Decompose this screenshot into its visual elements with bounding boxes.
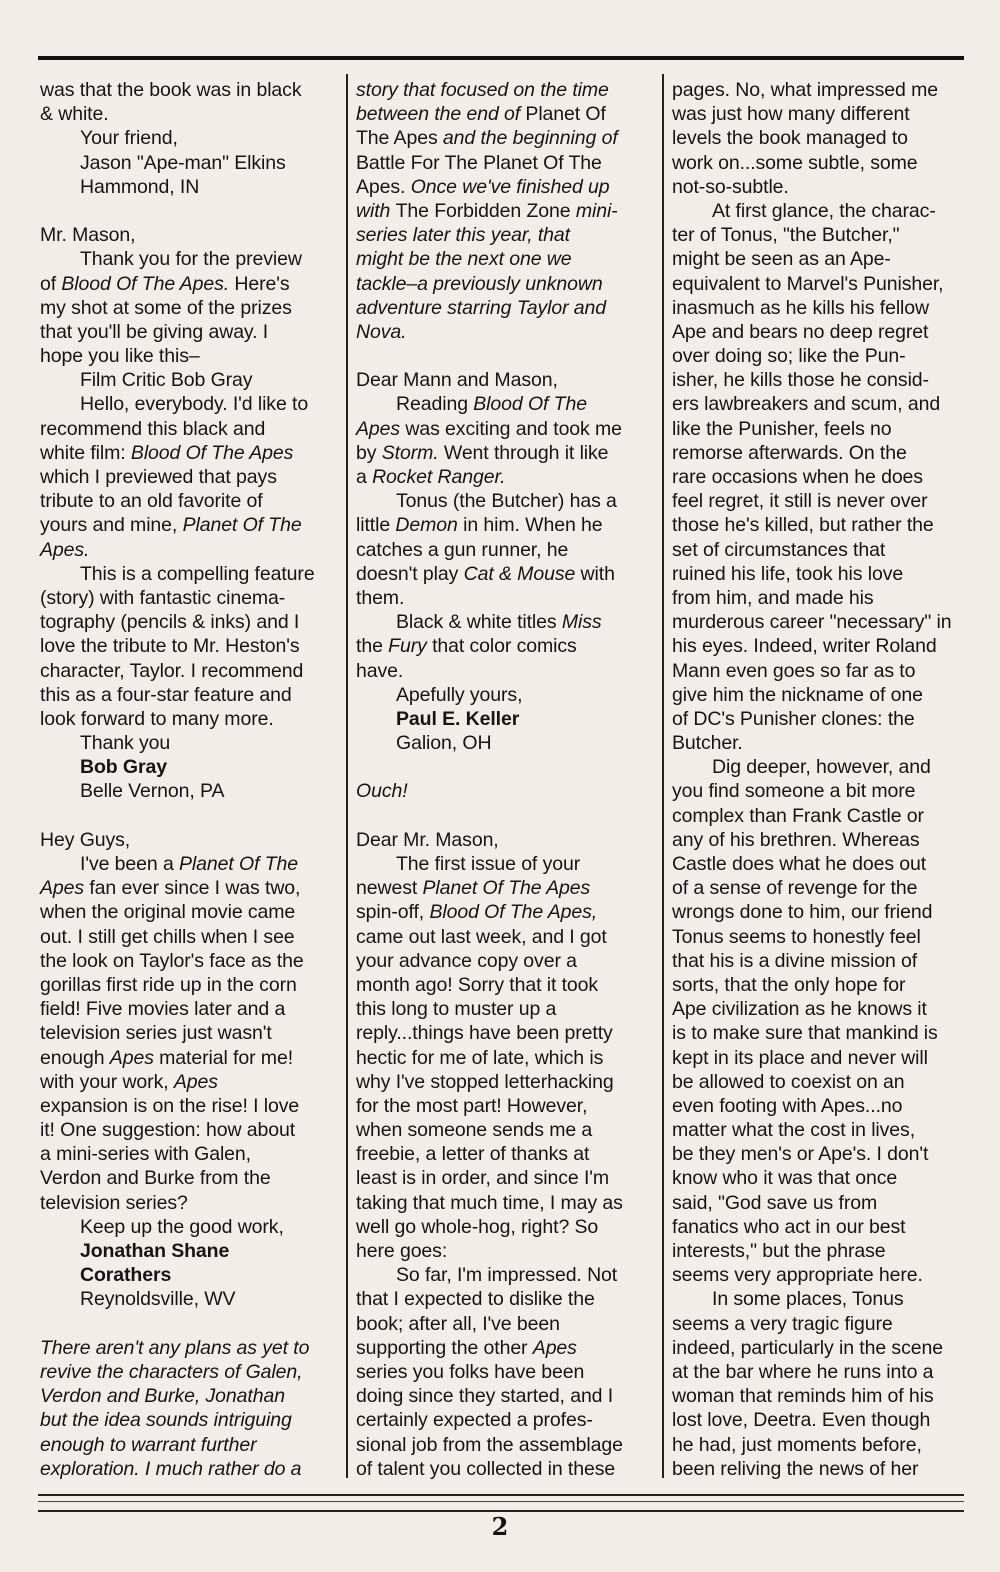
text-line: when someone sends me a	[356, 1119, 593, 1142]
text-span: Miss	[561, 611, 602, 634]
text-line: There aren't any plans as yet to	[40, 1336, 310, 1359]
text-line: reply...things have been pretty	[356, 1022, 613, 1045]
text-line: when the original movie came	[40, 901, 296, 924]
text-line: Paul E. Keller	[396, 707, 520, 730]
text-span: spin-off,	[356, 901, 430, 924]
text-line: kept in its place and never will	[672, 1046, 928, 1069]
text-span: Planet Of The Apes	[422, 877, 591, 900]
text-line: any of his brethren. Whereas	[672, 828, 920, 851]
text-line: Dear Mr. Mason,	[356, 828, 499, 851]
text-span: mini-	[570, 199, 618, 222]
text-line: Butcher.	[672, 732, 743, 755]
text-line: isher, he kills those he consid-	[672, 369, 929, 392]
text-line: tribute to an old favorite of	[40, 490, 263, 513]
text-line: & white.	[40, 103, 109, 126]
text-line	[40, 1046, 340, 1070]
text-line: out. I still get chills when I see	[40, 925, 295, 948]
text-line: well go whole-hog, right? So	[356, 1215, 599, 1238]
text-line: interests," but the phrase	[672, 1240, 886, 1262]
text-line: ers lawbreakers and scum, and	[672, 393, 941, 416]
text-line: seems a very tragic figure	[672, 1312, 893, 1335]
text-line: hope you like this–	[40, 345, 200, 368]
text-line: might be seen as an Ape-	[672, 248, 891, 271]
text-line	[356, 634, 656, 658]
text-line: gorillas first ride up in the corn	[40, 973, 297, 996]
text-line	[40, 852, 340, 876]
text-line: a mini-series with Galen,	[40, 1143, 251, 1166]
text-line	[40, 538, 340, 562]
text-line	[40, 804, 340, 828]
text-span: Apes	[532, 1336, 577, 1359]
text-line: know who it was that once	[672, 1167, 898, 1190]
text-span: Planet Of The	[179, 853, 299, 875]
text-line: be they men's or Ape's. I don't	[672, 1143, 929, 1166]
text-line: work on...some subtle, some	[672, 151, 918, 174]
text-span: little	[356, 514, 396, 537]
text-line	[40, 876, 340, 900]
text-line	[40, 1070, 340, 1094]
text-line: ruined his life, took his love	[672, 562, 904, 585]
text-span: with	[356, 199, 396, 222]
text-line: for the most part! However,	[356, 1094, 588, 1117]
top-rule	[38, 56, 964, 60]
text-line	[356, 102, 656, 126]
text-span: Apes	[356, 417, 401, 440]
text-line: Hammond, IN	[80, 175, 200, 198]
text-line	[40, 441, 340, 465]
text-line: series you folks have been	[356, 1360, 585, 1383]
text-line: came out last week, and I got	[356, 925, 607, 948]
text-line: matter what the cost in lives,	[672, 1119, 916, 1142]
text-line: Tonus seems to honestly feel	[672, 925, 921, 948]
text-span: with your work,	[40, 1070, 174, 1093]
text-line: have.	[356, 659, 404, 682]
text-line: you find someone a bit more	[672, 780, 916, 803]
text-line: sional job from the assemblage	[356, 1433, 623, 1456]
text-line: Ouch!	[356, 780, 408, 803]
text-span: that color comics	[426, 635, 577, 658]
text-line	[356, 900, 656, 924]
text-line: Your friend,	[80, 127, 178, 150]
text-line: Castle does what he does out	[672, 853, 927, 875]
text-line: Ape civilization as he knows it	[672, 998, 927, 1021]
text-line: Galion, OH	[396, 732, 492, 755]
text-line: certainly expected a profes-	[356, 1409, 593, 1432]
text-line	[356, 344, 656, 368]
text-line	[356, 417, 656, 441]
text-line	[356, 1336, 656, 1360]
text-line: remorse afterwards. On the	[672, 441, 907, 464]
text-line: revive the characters of Galen,	[40, 1360, 303, 1383]
text-line: levels the book managed to	[672, 127, 908, 150]
text-span: The Forbidden Zone	[395, 199, 571, 222]
text-span: and the beginning of	[437, 127, 618, 150]
text-line: here goes:	[356, 1240, 448, 1262]
text-line: lost love, Deetra. Even though	[672, 1409, 931, 1432]
text-line: catches a gun runner, he	[356, 538, 569, 561]
text-line: of talent you collected in these	[356, 1457, 616, 1480]
text-span: I've been a	[80, 853, 180, 875]
text-line	[40, 1312, 340, 1336]
text-span: Cat & Mouse	[463, 562, 576, 585]
bottom-rules	[38, 1494, 964, 1512]
text-line	[356, 562, 656, 586]
text-line	[356, 441, 656, 465]
text-line: The first issue of your	[396, 853, 581, 875]
text-line: them.	[356, 586, 405, 609]
text-span: Blood Of The Apes	[130, 441, 294, 464]
text-line	[356, 610, 656, 634]
text-line: the look on Taylor's face as the	[40, 949, 304, 972]
text-line: at the bar where he runs into a	[672, 1360, 934, 1383]
text-span: Once we've finished up	[410, 175, 610, 198]
text-line: even footing with Apes...no	[672, 1094, 903, 1117]
text-span: Apes.	[356, 175, 411, 198]
text-line: television series?	[40, 1191, 188, 1214]
text-line: Dig deeper, however, and	[712, 756, 931, 779]
text-span: Black & white titles	[396, 611, 562, 634]
text-line: that I expected to dislike the	[356, 1288, 595, 1311]
text-line	[356, 876, 656, 900]
text-line: least is in order, and since I'm	[356, 1167, 610, 1190]
text-line: fanatics who act in our best	[672, 1215, 906, 1238]
text-line: Thank you for the preview	[80, 248, 302, 271]
text-span: Blood Of The Apes,	[429, 901, 598, 924]
text-line: inasmuch as he kills his fellow	[672, 296, 930, 319]
text-line: doing since they started, and I	[356, 1385, 614, 1408]
column-left	[40, 78, 340, 1481]
text-line: Verdon and Burke from the	[40, 1167, 271, 1190]
text-line: freebie, a letter of thanks at	[356, 1143, 590, 1166]
text-span: Demon	[395, 514, 458, 537]
text-line: murderous career "necessary" in	[672, 611, 952, 634]
text-line: it! One suggestion: how about	[40, 1119, 296, 1142]
text-span: Apes	[173, 1070, 218, 1093]
text-line: be allowed to coexist on an	[672, 1070, 905, 1093]
text-line: pages. No, what impressed me	[672, 79, 938, 101]
text-line: sorts, that the only hope for	[672, 973, 906, 996]
text-line: Bob Gray	[80, 756, 167, 779]
text-span: Reading	[396, 393, 474, 416]
text-span: with	[575, 562, 615, 585]
text-line: enough to warrant further	[40, 1433, 257, 1456]
page-number: 2	[491, 1512, 509, 1541]
text-span: Storm.	[381, 441, 439, 464]
text-line: seems very appropriate here.	[672, 1264, 923, 1287]
text-line: this as a four-star feature and	[40, 683, 292, 706]
text-line	[40, 272, 340, 296]
text-line: Film Critic Bob Gray	[80, 369, 253, 392]
text-line: book; after all, I've been	[356, 1312, 560, 1335]
text-span: Rocket Ranger.	[372, 466, 506, 488]
text-span: Planet Of	[525, 103, 606, 126]
text-line: over doing so; like the Pun-	[672, 345, 906, 368]
text-line: he had, just moments before,	[672, 1433, 922, 1456]
text-line: love the tribute to Mr. Heston's	[40, 635, 300, 658]
text-line: character, Taylor. I recommend	[40, 659, 304, 682]
text-line: complex than Frank Castle or	[672, 804, 924, 827]
text-line: taking that much time, I may as	[356, 1191, 623, 1214]
text-line: wrongs done to him, our friend	[672, 901, 933, 924]
text-line: Hello, everybody. I'd like to	[80, 393, 309, 416]
text-line: Belle Vernon, PA	[80, 780, 225, 803]
text-line: been reliving the news of her	[672, 1457, 919, 1480]
column-right	[672, 78, 972, 1481]
text-line: Corathers	[80, 1264, 172, 1287]
text-line: Thank you	[80, 732, 171, 755]
text-line: look forward to many more.	[40, 707, 274, 730]
text-line: Ape and bears no deep regret	[672, 320, 929, 343]
text-span: yours and mine,	[40, 514, 183, 537]
column-divider-left	[346, 74, 348, 1478]
text-line: television series just wasn't	[40, 1022, 272, 1045]
text-line: recommend this black and	[40, 417, 266, 440]
text-line	[356, 465, 656, 489]
text-line: which I previewed that pays	[40, 466, 277, 488]
text-line: Mann even goes so far as to	[672, 659, 916, 682]
text-line: exploration. I much rather do a	[40, 1457, 302, 1480]
text-line: Verdon and Burke, Jonathan	[40, 1385, 285, 1408]
text-line	[356, 199, 656, 223]
text-line: Dear Mann and Mason,	[356, 369, 558, 392]
text-span: The Apes	[356, 127, 438, 150]
text-span: newest	[356, 877, 423, 900]
text-line: story that focused on the time	[356, 79, 609, 101]
text-span: fan ever since I was two,	[84, 877, 301, 900]
text-line: Jonathan Shane	[80, 1240, 230, 1262]
text-line: of a sense of revenge for the	[672, 877, 918, 900]
text-line: hectic for me of late, which is	[356, 1046, 604, 1069]
column-middle	[356, 78, 656, 1481]
text-line: this long to muster up a	[356, 998, 557, 1021]
text-line: expansion is on the rise! I love	[40, 1094, 300, 1117]
text-span: by	[356, 441, 382, 464]
text-span: Planet Of The	[182, 514, 302, 537]
text-line: Reynoldsville, WV	[80, 1288, 236, 1311]
text-line: In some places, Tonus	[712, 1288, 904, 1311]
text-span: Fury	[388, 635, 427, 658]
text-line: is to make sure that mankind is	[672, 1022, 938, 1045]
text-line: rare occasions when he does	[672, 466, 923, 488]
text-span: Went through it like	[438, 441, 609, 464]
text-line	[356, 126, 656, 150]
text-line: At first glance, the charac-	[712, 199, 936, 222]
text-line	[356, 804, 656, 828]
text-line: like the Punisher, feels no	[672, 417, 892, 440]
text-span: material for me!	[153, 1046, 294, 1069]
text-span: supporting the other	[356, 1336, 533, 1359]
text-span: between the end of	[356, 103, 526, 126]
text-span: white film:	[40, 441, 131, 464]
text-line: indeed, particularly in the scene	[672, 1336, 943, 1359]
text-span: the	[356, 635, 389, 658]
text-line: give him the nickname of one	[672, 683, 923, 706]
text-span: was exciting and took me	[400, 417, 622, 440]
text-line: Keep up the good work,	[80, 1215, 284, 1238]
text-line: tography (pencils & inks) and I	[40, 611, 300, 634]
text-line: why I've stopped letterhacking	[356, 1070, 614, 1093]
text-span: Here's	[229, 272, 290, 295]
text-line: field! Five movies later and a	[40, 998, 286, 1021]
text-span: Apes	[40, 877, 85, 900]
text-line: Tonus (the Butcher) has a	[396, 490, 617, 513]
text-line: tackle–a previously unknown	[356, 272, 603, 295]
text-line: Jason "Ape-man" Elkins	[80, 151, 286, 174]
text-line: his eyes. Indeed, writer Roland	[672, 635, 937, 658]
text-line: my shot at some of the prizes	[40, 296, 292, 319]
text-line: set of circumstances that	[672, 538, 886, 561]
column-divider-right	[662, 74, 664, 1478]
text-line: Battle For The Planet Of The	[356, 151, 602, 174]
text-line: from him, and made his	[672, 586, 874, 609]
text-line: feel regret, it still is never over	[672, 490, 928, 513]
text-line: So far, I'm impressed. Not	[396, 1264, 618, 1287]
text-span: Apes	[109, 1046, 154, 1069]
text-line: might be the next one we	[356, 248, 572, 271]
text-line: those he's killed, but rather the	[672, 514, 934, 537]
text-line: This is a compelling feature	[80, 562, 315, 585]
text-line	[356, 755, 656, 779]
text-line: said, "God save us from	[672, 1191, 878, 1214]
text-span: doesn't play	[356, 562, 464, 585]
text-line	[356, 175, 656, 199]
text-line: Apefully yours,	[396, 683, 523, 706]
text-line: your advance copy over a	[356, 949, 577, 972]
text-line: but the idea sounds intriguing	[40, 1409, 292, 1432]
text-line: Mr. Mason,	[40, 224, 136, 247]
text-line: that his is a divine mission of	[672, 949, 918, 972]
text-line: of DC's Punisher clones: the	[672, 707, 915, 730]
text-line: Nova.	[356, 320, 407, 343]
text-line	[40, 513, 340, 537]
text-line: Hey Guys,	[40, 828, 131, 851]
text-line: ter of Tonus, "the Butcher,"	[672, 224, 900, 247]
text-line	[356, 513, 656, 537]
text-span: Apes.	[40, 538, 90, 561]
text-span: Blood Of The Apes.	[61, 272, 230, 295]
text-line: equivalent to Marvel's Punisher,	[672, 272, 944, 295]
text-line: adventure starring Taylor and	[356, 296, 607, 319]
text-line: series later this year, that	[356, 224, 570, 247]
text-line	[356, 392, 656, 416]
text-span: of	[40, 272, 62, 295]
text-span: in him. When he	[457, 514, 603, 537]
text-line: (story) with fantastic cinema-	[40, 586, 286, 609]
text-span: enough	[40, 1046, 110, 1069]
text-line	[40, 199, 340, 223]
text-span: Blood Of The	[473, 393, 587, 416]
text-span: a	[356, 466, 373, 488]
text-line: woman that reminds him of his	[672, 1385, 934, 1408]
text-line: was just how many different	[672, 103, 910, 126]
text-line: that you'll be giving away. I	[40, 320, 269, 343]
text-line: not-so-subtle.	[672, 175, 789, 198]
text-line: month ago! Sorry that it took	[356, 973, 599, 996]
text-line: was that the book was in black	[40, 79, 302, 101]
